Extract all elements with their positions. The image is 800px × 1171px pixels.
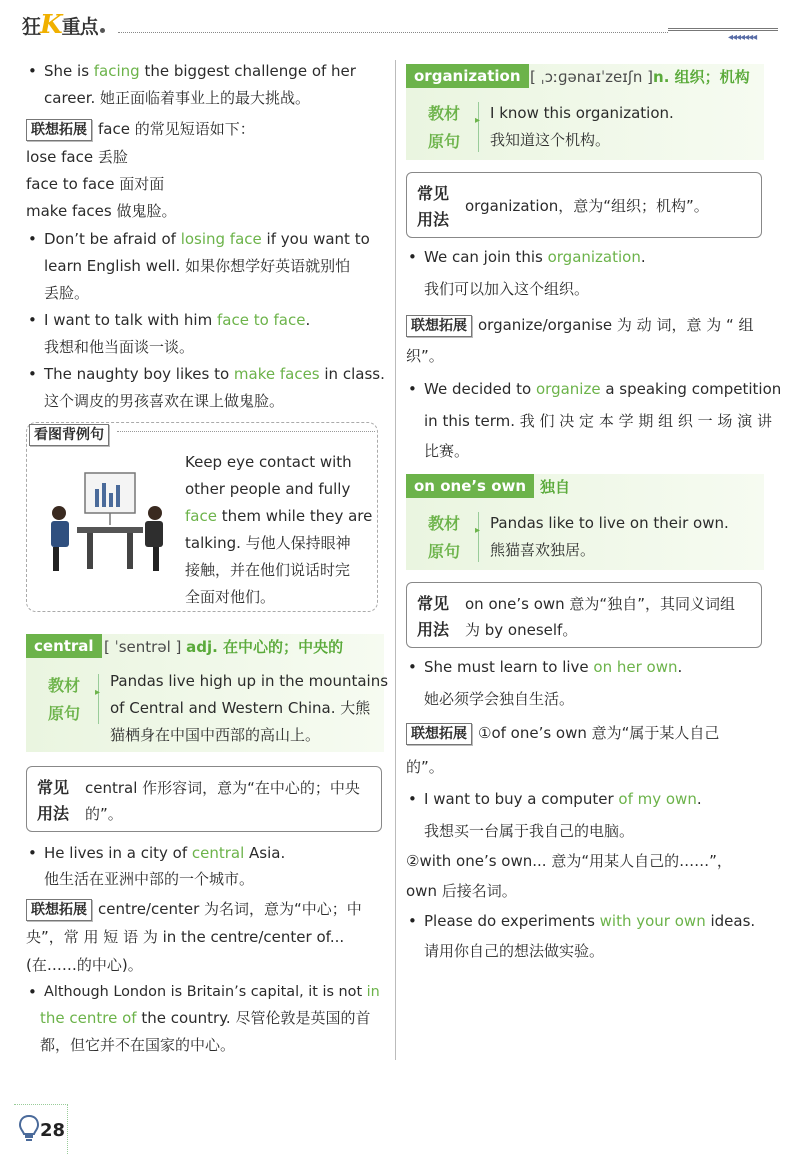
example-organization: • We can join this organization. <box>410 244 646 270</box>
example-of-my-own: • I want to buy a computer of my own. <box>410 786 702 812</box>
picture-example-text: Keep eye contact with other people and fully face them while they are talking. 与他人保持眼神 接触，并在他们说话时完 全面对他们。 <box>185 453 373 606</box>
pronunciation: [ ˈsentrəl ] adj. 在中心的；中央的 <box>104 638 344 656</box>
association-tag: 联想拓展 <box>406 723 472 745</box>
usage-box-organization: 常见 用法 organization，意为“组织；机构”。 <box>406 172 762 238</box>
arrow-icon <box>478 102 479 152</box>
association-with-ones-own-line2: own 后接名词。 <box>406 882 517 900</box>
pronunciation: [ ˌɔːɡənaɪˈzeɪʃn ]n. 组织；机构 <box>530 68 750 86</box>
association-with-ones-own: ②with one’s own... 意为“用某人自己的……”， <box>406 852 732 870</box>
source-sentence: Pandas live high up in the mountains of Central and Western China. 大熊 猫栖身在中国中西部的高山上。 <box>110 672 389 744</box>
example-facing-translation: career. 她正面临着事业上的最大挑战。 <box>44 89 311 107</box>
example-losing-face: • Don’t be afraid of losing face if you want to <box>30 226 370 252</box>
page-number: 28 <box>40 1120 66 1141</box>
page-header <box>0 0 800 52</box>
association-note-face: 联想拓展 face 的常见短语如下： <box>26 116 255 142</box>
association-note-centre: 联想拓展 centre/center 为名词，意为“中心；中 <box>26 896 362 922</box>
source-sentence: I know this organization. 我知道这个机构。 <box>490 104 674 149</box>
example-make-faces: • The naughty boy likes to make faces in class. <box>30 361 385 387</box>
phrase-make-faces: make faces 做鬼脸。 <box>26 202 177 220</box>
series-logo: 狂K重点 <box>22 12 105 46</box>
association-tag: 联想拓展 <box>26 119 92 141</box>
association-tag: 联想拓展 <box>406 315 472 337</box>
example-organization-translation: 我们可以加入这个组织。 <box>424 280 590 298</box>
example-of-my-own-translation: 我想买一台属于我自己的电脑。 <box>424 822 635 840</box>
lightbulb-icon <box>18 1114 40 1142</box>
headword: central <box>26 634 102 658</box>
example-centre-of-line2: the centre of the country. 尽管伦敦是英国的首 <box>40 1009 371 1027</box>
example-on-her-own: • She must learn to live on her own. <box>410 654 682 680</box>
source-label: 教材 原句 <box>48 676 81 723</box>
example-with-your-own-translation: 请用你自己的想法做实验。 <box>424 942 605 960</box>
example-central: • He lives in a city of central Asia. <box>30 840 285 866</box>
association-centre-line3: (在……的中心)。 <box>26 956 143 974</box>
association-of-ones-own-line2: 的”。 <box>406 758 444 776</box>
headword: organization <box>406 64 529 88</box>
example-centre-of: • Although London is Britain’s capital, it is not in <box>30 979 380 1005</box>
header-divider <box>118 32 668 33</box>
association-tag: 联想拓展 <box>26 899 92 921</box>
source-label: 教材 原句 <box>428 104 461 151</box>
column-divider <box>395 60 396 1060</box>
example-organize: • We decided to organize a speaking competition <box>410 376 781 402</box>
picture-example-box <box>26 422 378 612</box>
header-arrows-icon: ◂◂◂◂◂◂◂ <box>728 32 757 43</box>
association-note-organize: 联想拓展 organize/organise 为 动 词，意 为 “ 组 <box>406 312 754 338</box>
word-entry-organization <box>406 64 764 160</box>
association-organize-line2: 织”。 <box>406 347 444 365</box>
association-centre-line2: 央”，常 用 短 语 为 in the centre/center of... <box>26 928 345 946</box>
example-organize-line2: in this term. 我 们 决 定 本 学 期 组 织 一 场 演 讲 <box>424 412 772 430</box>
association-note-of-ones-own: 联想拓展 ①of one’s own 意为“属于某人自己 <box>406 720 719 746</box>
phrase-lose-face: lose face 丢脸 <box>26 148 128 166</box>
source-sentence: Pandas like to live on their own. 熊猫喜欢独居。 <box>490 514 729 559</box>
meeting-illustration <box>47 467 167 577</box>
example-face-to-face-translation: 我想和他当面谈一谈。 <box>44 338 195 356</box>
arrow-icon <box>478 512 479 562</box>
example-losing-face-line3: 丢脸。 <box>44 284 90 302</box>
picture-example-tag: 看图背例句 <box>29 424 109 446</box>
usage-box-on-ones-own: 常见 用法 on one’s own 意为“独自”，其同义词组 为 by oneself。 <box>406 582 762 648</box>
phrase-face-to-face: face to face 面对面 <box>26 175 165 193</box>
headword: on one’s own <box>406 474 534 498</box>
example-face-to-face: • I want to talk with him face to face. <box>30 307 310 333</box>
header-bar <box>668 28 778 31</box>
example-make-faces-translation: 这个调皮的男孩喜欢在课上做鬼脸。 <box>44 392 285 410</box>
page-footer <box>14 1104 74 1154</box>
source-label: 教材 原句 <box>428 514 461 561</box>
example-losing-face-line2: learn English well. 如果你想学好英语就别怕 <box>44 257 351 275</box>
word-entry-on-ones-own <box>406 474 764 570</box>
example-with-your-own: • Please do experiments with your own ideas. <box>410 908 755 934</box>
example-organize-line3: 比赛。 <box>424 442 470 460</box>
example-centre-of-line3: 都，但它并不在国家的中心。 <box>40 1036 236 1054</box>
usage-box-central: 常见 用法 central 作形容词，意为“在中心的；中央 的”。 <box>26 766 382 832</box>
arrow-icon <box>98 674 99 724</box>
meaning: 独自 <box>540 478 571 496</box>
word-entry-central <box>26 634 389 752</box>
example-facing: • She is facing the biggest challenge of her <box>30 58 356 84</box>
example-central-translation: 他生活在亚洲中部的一个城市。 <box>44 870 255 888</box>
example-on-her-own-translation: 她必须学会独自生活。 <box>424 690 575 708</box>
